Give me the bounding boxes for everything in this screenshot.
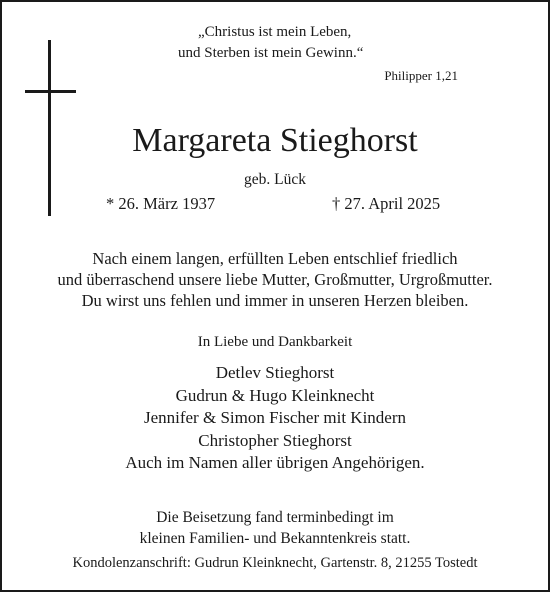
burial-line: Die Beisetzung fand terminbedingt im (156, 509, 394, 526)
death-date: † 27. April 2025 (332, 194, 441, 213)
message-line: Du wirst uns fehlen und immer in unseren Herzen bleiben. (81, 291, 469, 310)
deceased-name: Margareta Stieghorst (132, 122, 418, 159)
maiden-name: geb. Lück (244, 171, 306, 188)
mourner-name: Detlev Stieghorst (215, 363, 335, 382)
burial-line: kleinen Familien- und Bekanntenkreis statt. (139, 530, 411, 547)
verse-line-1: „Christus ist mein Leben, (198, 24, 352, 40)
message-line: Nach einem langen, erfüllten Leben entschlief friedlich (92, 249, 458, 268)
condolence-address: Kondolenzanschrift: Gudrun Kleinknecht, Gartenstr. 8, 21255 Tostedt (72, 555, 478, 571)
burial-notice (2, 507, 548, 549)
verse-source: Philipper 1,21 (384, 68, 458, 83)
message-line: und überraschend unsere liebe Mutter, Großmutter, Urgroßmutter. (57, 270, 493, 289)
message (2, 248, 548, 311)
mourner-name: Jennifer & Simon Fischer mit Kindern (143, 408, 407, 427)
verse-line-2: und Sterben ist mein Gewinn.“ (178, 45, 364, 61)
closing-phrase: In Liebe und Dankbarkeit (197, 334, 353, 350)
mourner-name: Christopher Stieghorst (198, 430, 352, 450)
mourner-name: Auch im Namen aller übrigen Angehörigen. (125, 453, 425, 472)
mourner-name: Gudrun & Hugo Kleinknecht (175, 385, 375, 405)
birth-date: * 26. März 1937 (106, 194, 216, 213)
mourners-list (2, 362, 548, 475)
cross-horizontal-bar (25, 90, 76, 93)
